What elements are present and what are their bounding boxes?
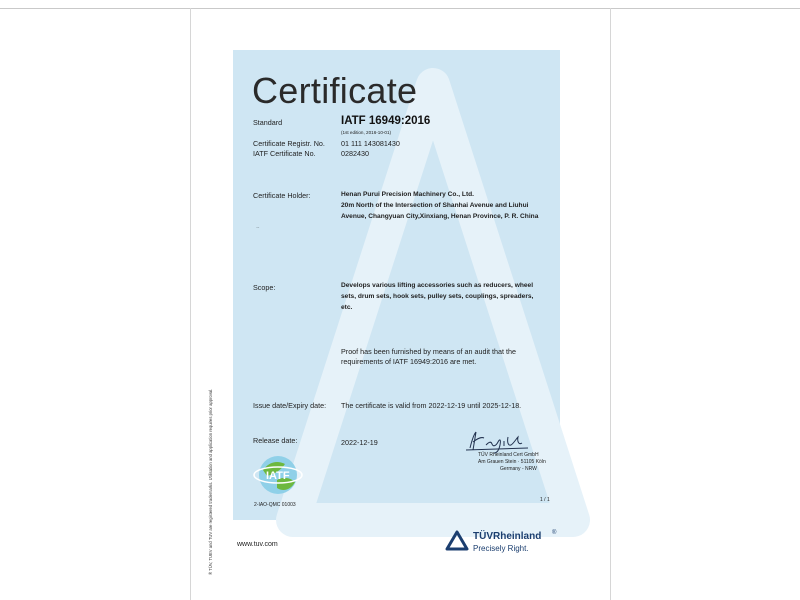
standard-edition: (1st edition, 2016-10-01) (341, 130, 392, 135)
issuer-line-3: Germany - NRW (500, 466, 537, 472)
scope-line-3: etc. (341, 304, 353, 311)
scope-line-2: sets, drum sets, hook sets, pulley sets, couplings, spreaders, (341, 293, 534, 300)
brand-tagline: Precisely Right. (473, 544, 529, 553)
registration-label: Certificate Registr. No. (253, 139, 325, 148)
release-value: 2022-12-19 (341, 438, 378, 447)
validity-label: Issue date/Expiry date: (253, 401, 327, 410)
page-edge-left (190, 8, 191, 600)
standard-label: Standard (253, 118, 283, 127)
svg-text:IATF: IATF (266, 470, 290, 482)
proof-line-1: Proof has been furnished by means of an audit that the (341, 347, 517, 356)
page-edge-right (610, 8, 611, 600)
iatf-globe-logo (255, 452, 305, 498)
proof-line-2: requirements of IATF 16949:2016 are met. (341, 357, 477, 366)
holder-address-2: Avenue, Changyuan City,Xinxiang, Henan Province, P. R. China (341, 213, 539, 220)
release-label: Release date: (253, 436, 298, 445)
validity-value: The certificate is valid from 2022-12-19 until 2025-12-18. (341, 401, 522, 410)
holder-address-1: 20m North of the Intersection of Shanhai Avenue and Liuhui (341, 202, 529, 209)
holder-label: Certificate Holder: (253, 191, 311, 200)
iatf-code: 2-IAO-QMC 01003 (254, 502, 296, 508)
holder-name: Henan Purui Precision Machinery Co., Ltd. (341, 191, 474, 198)
issuer-line-2: Am Grauen Stein · 51105 Köln (478, 459, 546, 465)
standard-value: IATF 16949:2016 (341, 115, 431, 127)
website-link[interactable]: www.tuv.com (237, 541, 278, 548)
top-divider (0, 8, 800, 9)
iatf-cert-label: IATF Certificate No. (253, 149, 316, 158)
tuv-triangle-logo (446, 530, 468, 550)
svg-text:K. Jugl: K. Jugl (256, 228, 260, 229)
scope-line-1: Develops various lifting accessories such as reducers, wheel (341, 282, 534, 289)
scope-label: Scope: (253, 283, 276, 292)
iatf-cert-value: 0282430 (341, 149, 369, 158)
brand-name: TÜVRheinland (473, 531, 542, 542)
page-number: 1 / 1 (540, 497, 550, 503)
brand-registered-mark: ® (552, 530, 557, 536)
trademark-note: ® TÜV, TUEV and TUV are registered trademarks. Utilisation and application requires prior approval. (208, 388, 213, 575)
issuer-line-1: TÜV Rheinland Cert GmbH (478, 452, 539, 458)
registration-value: 01 111 143081430 (341, 139, 400, 148)
certificate-title: Certificate (252, 70, 418, 111)
